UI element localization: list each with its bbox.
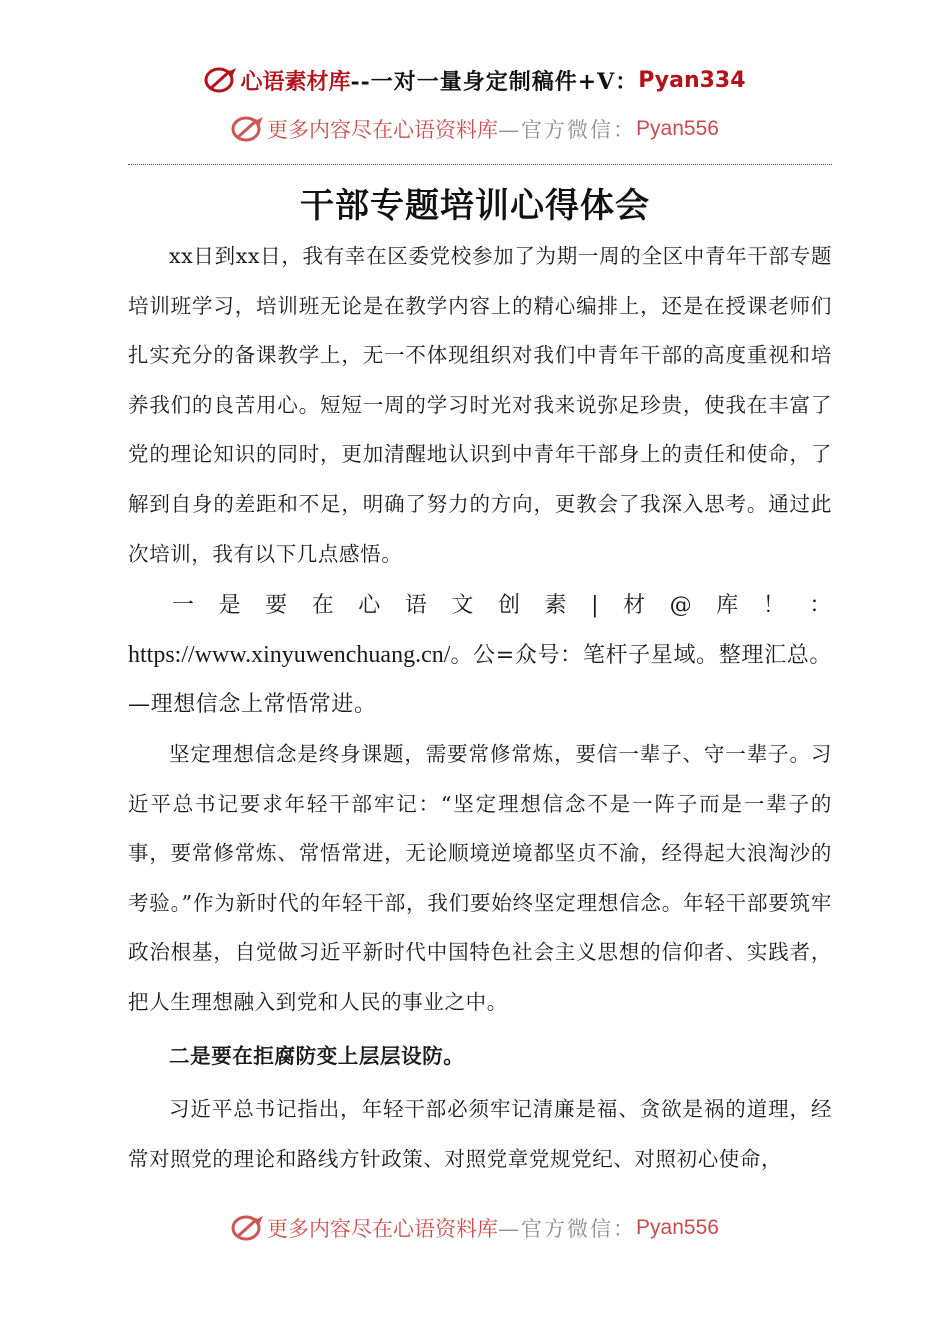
brand-name: 心语素材库 xyxy=(240,69,351,95)
brand-banner xyxy=(0,62,950,98)
pen-nib-logo-icon xyxy=(204,65,238,95)
paragraph-integrity: 习近平总书记指出，年轻干部必须牢记清廉是福、贪欲是祸的道理，经常对照党的理论和路线方针政策、对照党章党规党纪、对照初心使命， xyxy=(128,1097,832,1171)
brand-tagline: --一对一量身定制稿件+V： xyxy=(350,68,639,95)
heading-1-prefix: 一是要在心语文创素|材@库！： xyxy=(172,593,832,619)
watermark-id: Pyan556 xyxy=(636,117,719,140)
brand-id: Pyan334 xyxy=(638,67,746,93)
footer-watermark-text: 更多内容尽在心语资料库 xyxy=(267,1217,499,1241)
paragraph-ideals: 坚定理想信念是终身课题，需要常修常炼，要信一辈子、守一辈子。习近平总书记要求年轻干部牢记：“坚定理想信念不是一阵子而是一辈子的事，要常修常炼、常悟常进，无论顺境逆境都坚贞不渝，经得起大浪淘沙的考验。”作为新时代的年轻干部，我们要始终坚定理想信念。年轻干部要筑牢政治根基，自觉做习近平新时代中国特色社会主义思想的信仰者、实践者，把人生理想融入到党和人民的事业之中。 xyxy=(128,741,832,1014)
document-body xyxy=(128,232,832,1184)
footer-watermark-id: Pyan556 xyxy=(636,1216,719,1239)
footer-watermark-label: —官方微信： xyxy=(498,1217,637,1241)
paragraph-intro: xx日到xx日，我有幸在区委党校参加了为期一周的全区中青年干部专题培训班学习，培训班无论是在教学内容上的精心编排上，还是在授课老师们扎实充分的备课教学上，无一不体现组织对我们中青年干部的高度重视和培养我们的良苦用心。短短一周的学习时光对我来说弥足珍贵，使我在丰富了党的理论知识的同时，更加清醒地认识到中青年干部身上的责任和使命，了解到自身的差距和不足，明确了努力的方向，更教会了我深入思考。通过此次培训，我有以下几点感悟。 xyxy=(128,244,832,566)
pen-nib-logo-icon xyxy=(231,114,265,144)
pen-nib-logo-icon xyxy=(231,1213,265,1243)
section-heading-2: 二是要在拒腐防变上层层设防。 xyxy=(169,1043,465,1068)
heading-1-suffix: 。公=众号：笔杆子星域。整理汇总。—理想信念上常悟常进。 xyxy=(128,642,832,718)
watermark-text: 更多内容尽在心语资料库 xyxy=(267,118,499,142)
watermark-label: —官方微信： xyxy=(498,118,637,142)
section-heading-1 xyxy=(128,581,832,730)
watermark-banner-top xyxy=(0,112,950,146)
header-divider xyxy=(128,164,832,165)
watermark-banner-bottom xyxy=(0,1208,950,1248)
source-link[interactable]: https://www.xinyuwenchuang.cn/ xyxy=(128,641,451,668)
document-title: 干部专题培训心得体会 xyxy=(300,186,650,226)
